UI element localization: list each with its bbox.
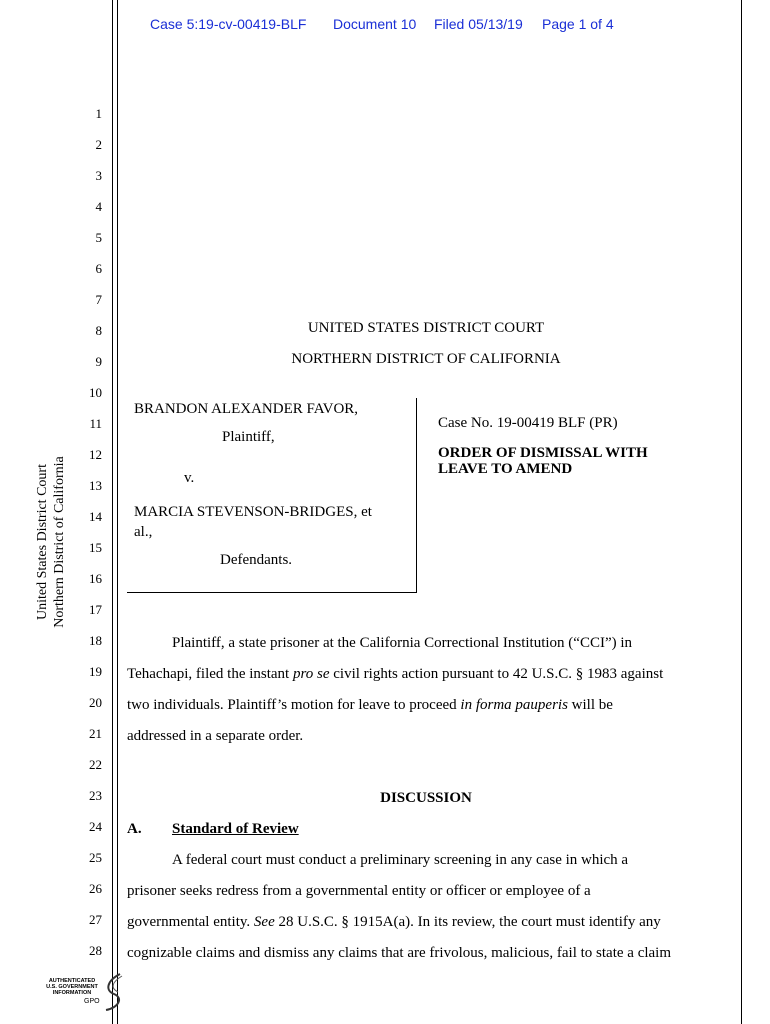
left-margin-rule-outer [112, 0, 113, 1024]
intro-text: two individuals. Plaintiff’s motion for leave to proceed [127, 697, 461, 713]
discussion-text: governmental entity. [127, 914, 254, 930]
line-number: 10 [89, 385, 102, 400]
discussion-heading: DISCUSSION [380, 790, 472, 806]
header-filed-date: Filed 05/13/19 [434, 16, 523, 32]
line-number: 11 [89, 416, 102, 431]
line-number: 21 [89, 726, 102, 741]
defendant-role: Defendants. [220, 552, 293, 568]
line-number: 24 [89, 819, 102, 834]
line-number: 26 [89, 881, 102, 896]
line-number: 17 [89, 602, 102, 617]
plaintiff-name: BRANDON ALEXANDER FAVOR, [134, 401, 359, 417]
eagle-seal-icon [98, 972, 128, 1012]
intro-italic-pro-se: pro se [292, 666, 330, 682]
court-district: NORTHERN DISTRICT OF CALIFORNIA [291, 351, 561, 367]
sidebar-court: United States District Court [35, 464, 50, 620]
line-number: 20 [89, 695, 102, 710]
logo-text-authenticated: AUTHENTICATED [48, 978, 96, 984]
line-number: 14 [89, 509, 102, 524]
order-title-line2: LEAVE TO AMEND [438, 461, 573, 477]
left-margin-rule-inner [117, 0, 118, 1024]
gpo-authenticated-logo [42, 972, 132, 1012]
right-margin-rule [741, 0, 742, 1024]
line-number: 22 [89, 757, 102, 772]
intro-line-1: Plaintiff, a state prisoner at the California Correctional Institution (“CCI”) in [172, 635, 633, 651]
line-number: 13 [89, 478, 102, 493]
header-document: Document 10 [333, 16, 417, 32]
case-number: Case No. 19-00419 BLF (PR) [438, 415, 618, 431]
line-number: 16 [89, 571, 102, 586]
line-number: 3 [95, 168, 102, 183]
line-number: 9 [95, 354, 102, 369]
line-number: 19 [89, 664, 102, 679]
defendant-name-line1: MARCIA STEVENSON-BRIDGES, et [134, 504, 372, 520]
line-number: 27 [89, 912, 102, 927]
logo-text-government: U.S. GOVERNMENT [46, 984, 98, 990]
line-number: 28 [89, 943, 102, 958]
discussion-line-4: cognizable claims and dismiss any claims that are frivolous, malicious, fail to state a claim [127, 945, 672, 961]
intro-text: will be [567, 697, 613, 713]
discussion-text: 28 U.S.C. § 1915A(a). In its review, the court must identify any [274, 914, 661, 930]
court-name: UNITED STATES DISTRICT COURT [307, 320, 545, 336]
plaintiff-role: Plaintiff, [222, 429, 275, 445]
line-number: 18 [89, 633, 102, 648]
intro-text: civil rights action pursuant to 42 U.S.C. § 1983 against [329, 666, 664, 682]
line-number: 5 [95, 230, 102, 245]
intro-italic-ifp: in forma pauperis [460, 697, 568, 713]
intro-line-3 [127, 697, 613, 714]
logo-text-gpo: GPO [84, 998, 100, 1005]
header-page: Page 1 of 4 [542, 16, 614, 32]
order-title-line1: ORDER OF DISMISSAL WITH [438, 445, 648, 461]
header-case-number: Case 5:19-cv-00419-BLF [150, 16, 307, 32]
discussion-line-1: A federal court must conduct a preliminary screening in any case in which a [172, 852, 629, 868]
versus: v. [184, 470, 195, 486]
logo-text-information: INFORMATION [52, 990, 92, 996]
intro-line-4: addressed in a separate order. [127, 728, 304, 744]
discussion-line-3 [127, 914, 661, 931]
section-letter: A. [127, 821, 142, 837]
discussion-line-2: prisoner seeks redress from a governmental entity or officer or employee of a [127, 883, 591, 899]
line-number: 1 [95, 106, 102, 121]
line-number: 4 [95, 199, 102, 214]
line-number: 7 [95, 292, 102, 307]
line-number: 2 [95, 137, 102, 152]
line-number: 6 [95, 261, 102, 276]
intro-line-2 [127, 666, 663, 683]
line-number: 15 [89, 540, 102, 555]
line-number: 12 [89, 447, 102, 462]
line-number: 8 [95, 323, 102, 338]
sidebar-district: Northern District of California [52, 456, 67, 628]
defendant-name-line2: al., [134, 524, 153, 540]
line-number: 25 [89, 850, 102, 865]
intro-text: Tehachapi, filed the instant [127, 666, 293, 682]
court-sidebar-label [34, 452, 74, 652]
citation-signal-see: See [253, 914, 275, 930]
section-title: Standard of Review [172, 821, 299, 837]
line-number: 23 [89, 788, 102, 803]
